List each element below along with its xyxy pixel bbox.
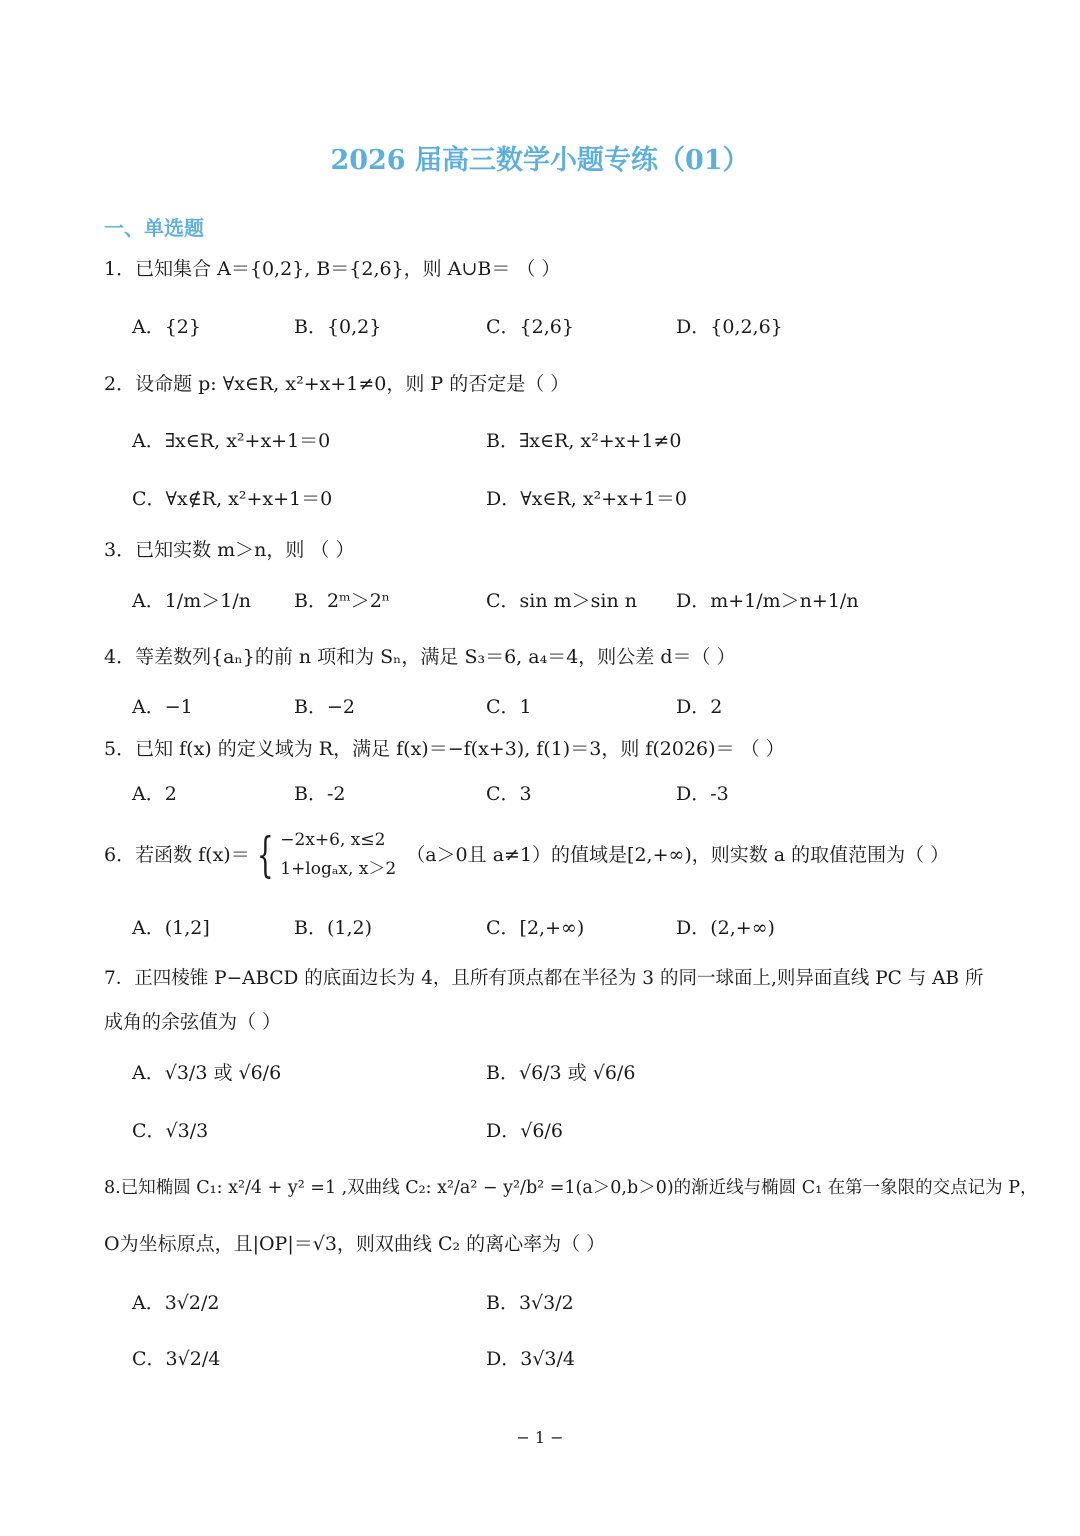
- q4-option-a: A．−1: [132, 696, 193, 718]
- q2-option-d: D．∀x∈R, x²+x+1＝0: [486, 488, 687, 510]
- piecewise-brace: {: [256, 827, 274, 883]
- q5-option-a: A．2: [132, 783, 177, 805]
- question-5-stem: 5．已知 f(x) 的定义域为 R，满足 f(x)＝−f(x+3), f(1)＝3，则 f(2026)＝ （ ）: [104, 738, 785, 760]
- q4-option-b: B．−2: [294, 696, 355, 718]
- q6-prefix: 6．若函数 f(x)＝: [104, 844, 250, 866]
- q8-option-a: A．3√2/2: [132, 1292, 220, 1314]
- q6-case-1: −2x+6, x≤2: [280, 830, 386, 850]
- q2-option-b: B．∃x∈R, x²+x+1≠0: [486, 430, 682, 452]
- question-2-stem: 2．设命题 p: ∀x∈R, x²+x+1≠0，则 P 的否定是（ ）: [104, 373, 570, 395]
- section-heading: 一、单选题: [104, 216, 204, 240]
- q1-option-a: A．{2}: [132, 316, 201, 338]
- q6-case-2: 1+logₐx, x＞2: [280, 859, 397, 879]
- question-4-stem: 4．等差数列{aₙ}的前 n 项和为 Sₙ，满足 S₃＝6, a₄＝4，则公差 d＝（ ）: [104, 646, 736, 668]
- page-title: 2026 届高三数学小题专练（01）: [330, 145, 750, 176]
- q4-option-d: D．2: [676, 696, 723, 718]
- q6-option-d: D．(2,+∞): [676, 917, 775, 939]
- q6-option-b: B．(1,2): [294, 917, 373, 939]
- question-8-line-2: O为坐标原点，且|OP|＝√3，则双曲线 C₂ 的离心率为（ ）: [104, 1233, 606, 1255]
- q6-option-a: A．(1,2]: [132, 917, 210, 939]
- q1-option-c: C．{2,6}: [486, 316, 574, 338]
- page-number: − 1 −: [516, 1428, 564, 1447]
- q6-suffix: （a＞0且 a≠1）的值域是[2,+∞)，则实数 a 的取值范围为（ ）: [406, 844, 950, 866]
- q3-option-a: A．1/m＞1/n: [132, 590, 251, 612]
- q2-option-a: A．∃x∈R, x²+x+1＝0: [132, 430, 331, 452]
- q3-option-d: D．m+1/m＞n+1/n: [676, 590, 859, 612]
- q1-option-d: D．{0,2,6}: [676, 316, 783, 338]
- question-7-line-2: 成角的余弦值为（ ）: [104, 1011, 282, 1033]
- question-1-stem: 1．已知集合 A＝{0,2}, B＝{2,6}，则 A∪B＝ （ ）: [104, 258, 561, 280]
- question-6-stem: [104, 826, 949, 884]
- q7-option-c: C．√3/3: [132, 1120, 209, 1142]
- q8-option-b: B．3√3/2: [486, 1292, 574, 1314]
- q3-option-b: B．2ᵐ＞2ⁿ: [294, 590, 391, 612]
- question-3-stem: 3．已知实数 m＞n，则 （ ）: [104, 539, 355, 561]
- q7-option-b: B．√6/3 或 √6/6: [486, 1062, 636, 1084]
- q6-option-c: C．[2,+∞): [486, 917, 585, 939]
- q5-option-d: D．-3: [676, 783, 729, 805]
- q5-option-b: B．-2: [294, 783, 346, 805]
- question-8-line-1: 8.已知椭圆 C₁: x²/4 + y² =1 ,双曲线 C₂: x²/a² − y²/b² =1(a＞0,b＞0)的渐近线与椭圆 C₁ 在第一象限的交点记为 P，: [104, 1178, 1038, 1198]
- q7-option-a: A．√3/3 或 √6/6: [132, 1062, 282, 1084]
- question-7-line-1: 7．正四棱锥 P−ABCD 的底面边长为 4，且所有顶点都在半径为 3 的同一球面上,则异面直线 PC 与 AB 所: [104, 968, 984, 989]
- q3-option-c: C．sin m＞sin n: [486, 590, 637, 612]
- q7-option-d: D．√6/6: [486, 1120, 563, 1142]
- q1-option-b: B．{0,2}: [294, 316, 382, 338]
- q5-option-c: C．3: [486, 783, 532, 805]
- q2-option-c: C．∀x∉R, x²+x+1＝0: [132, 488, 333, 510]
- piecewise-cases: [280, 826, 396, 884]
- q4-option-c: C．1: [486, 696, 532, 718]
- q8-option-d: D．3√3/4: [486, 1348, 576, 1370]
- q8-option-c: C．3√2/4: [132, 1348, 221, 1370]
